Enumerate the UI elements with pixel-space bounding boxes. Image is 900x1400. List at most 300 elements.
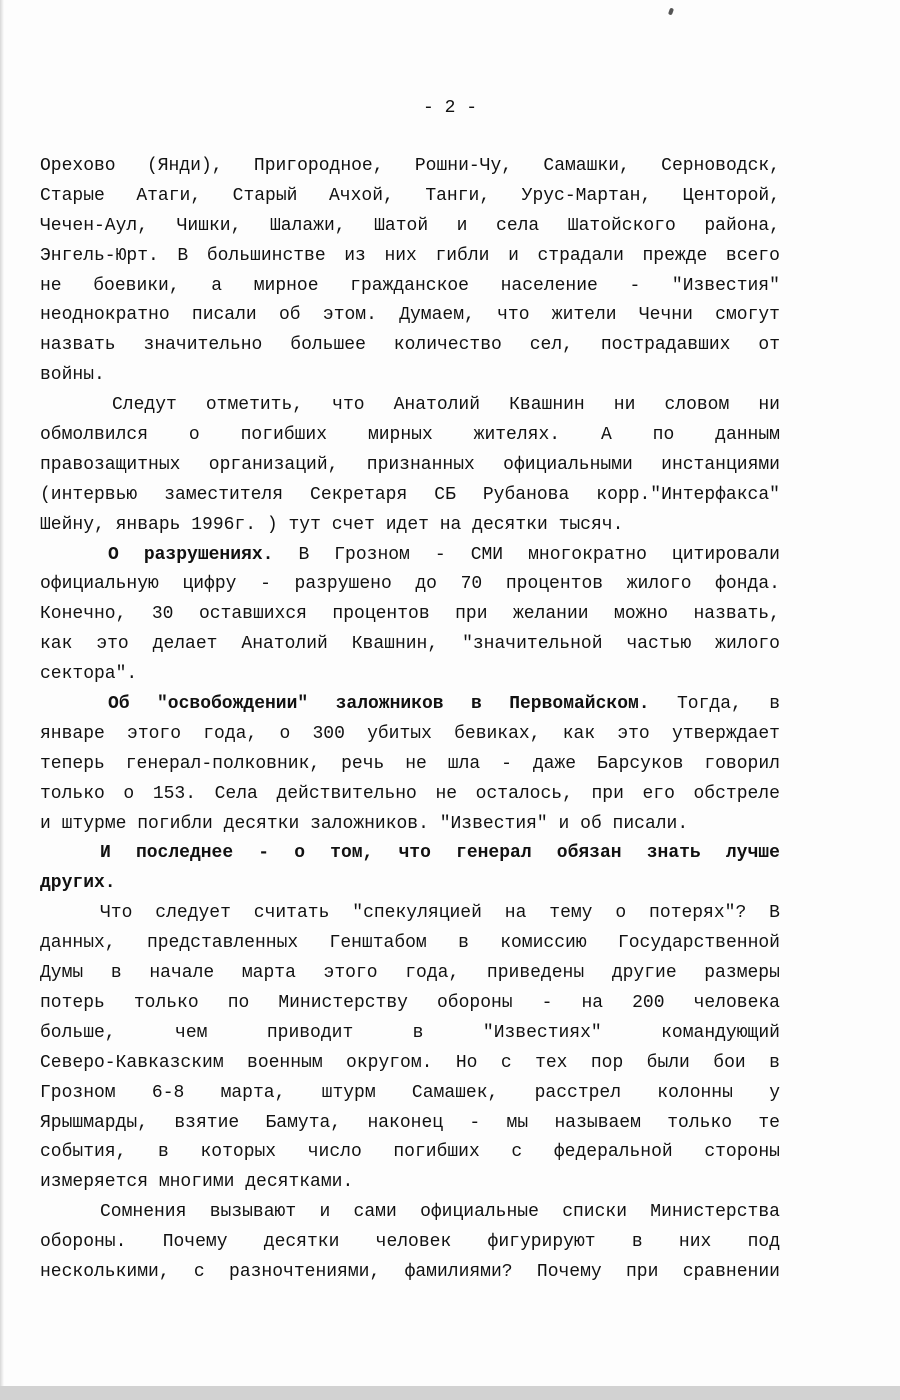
word: оставшихся xyxy=(198,604,307,625)
word: жителях. xyxy=(473,425,561,446)
word: Что xyxy=(100,903,133,924)
word: Серноводск, xyxy=(661,156,780,176)
word: фигурируют xyxy=(487,1232,596,1253)
word: правозащитных xyxy=(40,454,181,475)
word: - xyxy=(629,275,641,296)
word: на xyxy=(504,903,527,924)
word: по xyxy=(227,992,250,1013)
word: 200 xyxy=(632,992,665,1013)
word: Грозном xyxy=(40,1082,116,1103)
word: погибших xyxy=(240,425,328,446)
word: от xyxy=(758,335,780,356)
word: - xyxy=(469,1112,481,1133)
word: человека xyxy=(693,992,780,1013)
word: в xyxy=(471,694,482,715)
scan-left-shadow xyxy=(0,0,4,1400)
word: не xyxy=(405,753,427,774)
word: о xyxy=(294,843,306,864)
word: цифру xyxy=(182,574,237,595)
word: И xyxy=(100,843,111,864)
word: погибших xyxy=(393,1142,480,1163)
word: его xyxy=(642,783,675,804)
word: об xyxy=(279,305,301,326)
word: Шатойского xyxy=(567,215,676,236)
text-line xyxy=(40,421,780,451)
word: большее xyxy=(290,335,366,356)
word: как xyxy=(562,723,596,744)
word: как xyxy=(40,634,73,655)
word: Центорой, xyxy=(682,185,780,206)
word: села xyxy=(496,215,540,236)
word: данных, xyxy=(40,933,116,954)
word: Энгель-Юрт. xyxy=(40,245,159,266)
document-body xyxy=(40,152,780,1288)
text-line xyxy=(40,1019,780,1049)
word: Думы xyxy=(40,963,84,984)
word: Сомнения xyxy=(100,1202,187,1223)
word: командующий xyxy=(661,1022,780,1043)
word: прежде xyxy=(642,245,708,266)
word: гибли xyxy=(435,245,490,266)
text-line xyxy=(40,152,780,182)
word: 30 xyxy=(151,604,174,625)
word: Ачхой, xyxy=(328,185,394,206)
word: этом. xyxy=(322,305,377,326)
word: Анатолий xyxy=(241,634,328,655)
word: число xyxy=(307,1142,362,1163)
word: разрушено xyxy=(294,574,392,595)
word: обороны xyxy=(436,992,513,1013)
word: признанных xyxy=(366,454,475,475)
word: потерь xyxy=(40,992,105,1013)
word: представленных xyxy=(146,933,299,954)
word: писали xyxy=(191,305,257,326)
word: - xyxy=(501,753,512,774)
word: федеральной xyxy=(553,1142,673,1163)
word: Конечно, xyxy=(40,604,127,625)
word: Об xyxy=(108,694,130,715)
word: цитировали xyxy=(671,544,780,565)
word: официальными xyxy=(503,454,633,475)
word: войны. xyxy=(40,365,105,386)
text-line xyxy=(40,1138,780,1168)
word: были xyxy=(646,1052,690,1073)
word: и xyxy=(558,813,581,834)
word: только xyxy=(40,783,105,804)
word: это xyxy=(617,723,650,744)
word: только xyxy=(667,1112,733,1133)
word: и xyxy=(456,215,468,236)
word: в xyxy=(631,1232,643,1253)
text-line xyxy=(40,959,780,989)
word: Самашки, xyxy=(543,156,630,176)
word: 6-8 xyxy=(151,1082,185,1103)
word: боевики, xyxy=(93,275,180,296)
word: потерях"? xyxy=(649,903,747,924)
word: этого xyxy=(127,723,182,744)
word: СБ xyxy=(434,484,456,505)
word: района, xyxy=(704,215,780,236)
word: с xyxy=(193,1261,205,1282)
word: январе xyxy=(40,723,105,744)
word: заместителя xyxy=(164,484,284,505)
text-line xyxy=(40,451,780,481)
word: и xyxy=(508,245,519,266)
word: идет xyxy=(385,514,440,535)
text-line xyxy=(40,929,780,959)
word: и xyxy=(40,813,62,834)
word: знать xyxy=(646,843,701,864)
text-line xyxy=(40,600,780,630)
word: население xyxy=(500,275,598,296)
word: ни xyxy=(613,395,636,416)
scan-bottom-edge xyxy=(0,1386,900,1400)
word: данным xyxy=(715,425,780,446)
word: десятки xyxy=(263,1232,340,1253)
word: других. xyxy=(40,873,116,894)
word: отметить, xyxy=(205,395,304,416)
word: а xyxy=(211,275,223,296)
word: смогут xyxy=(715,305,780,326)
word: тему xyxy=(549,903,593,924)
text-line xyxy=(40,331,780,361)
word: В xyxy=(769,903,780,924)
word: А xyxy=(600,425,612,446)
word: размеры xyxy=(704,963,780,984)
word: мирное xyxy=(253,275,319,296)
word: Танги, xyxy=(425,185,491,206)
word: всего xyxy=(725,245,780,266)
word: сравнении xyxy=(682,1261,780,1282)
word: назвать, xyxy=(693,604,780,625)
word: страдали xyxy=(537,245,624,266)
word: Почему xyxy=(162,1232,228,1253)
word: погибли xyxy=(137,813,224,834)
word: сектора". xyxy=(40,664,138,685)
word: Первомайском. xyxy=(509,694,650,715)
text-line xyxy=(40,242,780,272)
text-line xyxy=(40,541,780,571)
word: утверждает xyxy=(671,723,780,744)
word: Почему xyxy=(536,1261,602,1282)
text-line xyxy=(40,989,780,1019)
word: процентов xyxy=(332,604,430,625)
word: - xyxy=(541,992,553,1013)
word: "Известия" xyxy=(671,275,780,296)
word: на xyxy=(439,514,473,535)
word: (Янди), xyxy=(146,156,223,176)
word: "освобождении" xyxy=(156,694,309,715)
word: в xyxy=(158,1142,169,1163)
word: округом. xyxy=(346,1052,433,1073)
word: наконец xyxy=(367,1112,444,1133)
word: В xyxy=(177,245,189,266)
word: при xyxy=(626,1261,659,1282)
word: Шатой xyxy=(374,215,429,236)
text-line xyxy=(40,391,780,421)
word: них xyxy=(384,245,417,266)
word: военным xyxy=(247,1052,323,1073)
word: фонда. xyxy=(715,574,780,595)
word: в xyxy=(769,694,780,715)
word: обстреле xyxy=(693,783,780,804)
word: мирных xyxy=(367,425,433,446)
word: (интервью xyxy=(40,484,138,505)
word: штурм xyxy=(321,1082,376,1103)
word: корр."Интерфакса" xyxy=(596,484,780,505)
scan-speck xyxy=(668,8,674,16)
text-line xyxy=(40,630,780,660)
word: Чечен-Аул, xyxy=(40,215,149,236)
text-line xyxy=(40,690,780,720)
word: Следут xyxy=(112,395,177,416)
word: штурме xyxy=(61,813,138,834)
word: не xyxy=(435,783,458,804)
word: 153. xyxy=(152,783,197,804)
word: многими xyxy=(158,1172,246,1193)
word: взятие xyxy=(174,1112,240,1133)
word: действительно xyxy=(276,783,417,804)
word: марта, xyxy=(220,1082,286,1103)
text-line xyxy=(40,1198,780,1228)
word: теперь xyxy=(40,753,105,774)
word: у xyxy=(769,1082,780,1103)
word: в xyxy=(412,1022,424,1043)
word: делает xyxy=(152,634,218,655)
word: количество xyxy=(393,335,502,356)
word: словом xyxy=(664,395,730,416)
word: Государственной xyxy=(617,933,780,954)
word: до xyxy=(415,574,437,595)
word: приводит xyxy=(266,1022,354,1043)
text-line xyxy=(40,272,780,302)
word: значительно xyxy=(143,335,263,356)
word: официальные xyxy=(420,1202,539,1223)
word: счет xyxy=(331,514,386,535)
word: О xyxy=(108,544,119,565)
word: Квашнин xyxy=(509,395,585,416)
word: "Известиях" xyxy=(482,1022,602,1043)
word: считать xyxy=(253,903,330,924)
word: процентов xyxy=(505,574,604,595)
word: речь xyxy=(341,753,385,774)
word: чем xyxy=(175,1022,208,1043)
word: неоднократно xyxy=(40,305,170,326)
word: что xyxy=(398,843,431,864)
word: только xyxy=(133,992,199,1013)
word: сел, xyxy=(529,335,573,356)
word: на xyxy=(581,992,604,1013)
text-line xyxy=(40,750,780,780)
word: "значительной xyxy=(462,634,603,655)
word: жилого xyxy=(715,634,780,655)
word: следует xyxy=(155,903,231,924)
text-line xyxy=(40,810,780,840)
word: с xyxy=(500,1052,512,1073)
word: многократно xyxy=(528,544,647,565)
word: с xyxy=(511,1142,523,1163)
word: можно xyxy=(614,604,669,625)
word: большинстве xyxy=(206,245,326,266)
word: даже xyxy=(532,753,577,774)
word: бои xyxy=(713,1052,746,1073)
word: в xyxy=(110,963,122,984)
word: январь xyxy=(115,514,192,535)
word: лучше xyxy=(725,843,780,864)
word: стороны xyxy=(704,1142,780,1163)
word: года, xyxy=(405,963,460,984)
word: ни xyxy=(758,395,780,416)
word: мы xyxy=(506,1112,529,1133)
word: "спекуляцией xyxy=(352,903,482,924)
word: шла xyxy=(447,753,481,774)
word: Урус-Мартан, xyxy=(521,185,652,206)
word: называем xyxy=(554,1112,641,1133)
word: под xyxy=(747,1232,780,1253)
word: обязан xyxy=(556,843,622,864)
word: Но xyxy=(455,1052,478,1073)
word: генерал xyxy=(456,843,532,864)
word: десятки xyxy=(472,514,559,535)
word: десятками. xyxy=(245,1172,354,1193)
word: которых xyxy=(200,1142,277,1163)
text-line xyxy=(40,212,780,242)
word: Барсуков xyxy=(596,753,684,774)
word: при xyxy=(455,604,488,625)
word: этого xyxy=(323,963,378,984)
word: официальную xyxy=(40,574,159,595)
word: не xyxy=(40,275,62,296)
word: 1996г. xyxy=(191,514,267,535)
word: 70 xyxy=(460,574,483,595)
page-number: - 2 - xyxy=(422,98,477,118)
text-line xyxy=(40,839,780,869)
word: - xyxy=(260,574,271,595)
word: жилого xyxy=(626,574,692,595)
word: Министерства xyxy=(650,1202,780,1223)
word: о xyxy=(123,783,135,804)
word: Шалажи, xyxy=(269,215,346,236)
word: пор xyxy=(590,1052,624,1073)
word: человек xyxy=(375,1232,452,1253)
word: говорил xyxy=(704,753,780,774)
text-line xyxy=(40,660,780,690)
word: вызывают xyxy=(209,1202,297,1223)
word: генерал-полковник, xyxy=(125,753,321,774)
word: сами xyxy=(353,1202,397,1223)
word: - xyxy=(434,544,446,565)
word: Самашек, xyxy=(411,1082,499,1103)
word: Шейну, xyxy=(40,514,116,535)
word: Генштабом xyxy=(329,933,427,954)
word: те xyxy=(758,1112,780,1133)
word: В xyxy=(298,544,310,565)
word: 300 xyxy=(312,723,345,744)
word: инстанциями xyxy=(661,454,780,475)
word: это xyxy=(96,634,129,655)
word: том, xyxy=(330,843,374,864)
text-line xyxy=(40,899,780,929)
word: организаций, xyxy=(208,454,339,475)
word: - xyxy=(258,843,270,864)
word: что xyxy=(332,395,365,416)
word: СМИ xyxy=(470,544,504,565)
text-line xyxy=(40,1049,780,1079)
word: заложников xyxy=(335,694,444,715)
word: Рошни-Чу, xyxy=(414,156,513,176)
text-line xyxy=(40,780,780,810)
word: события, xyxy=(40,1142,127,1163)
word: о xyxy=(615,903,627,924)
word: о xyxy=(279,723,291,744)
word: и xyxy=(319,1202,331,1223)
word: Министерству xyxy=(278,992,408,1013)
word: списки xyxy=(562,1202,627,1223)
text-line xyxy=(40,570,780,600)
word: ) xyxy=(266,514,289,535)
word: разрушениях. xyxy=(143,544,274,565)
word: последнее xyxy=(135,843,234,864)
word: приведены xyxy=(486,963,585,984)
word: Анатолий xyxy=(393,395,481,416)
text-line xyxy=(40,869,780,899)
word: бевиках, xyxy=(454,723,541,744)
text-line xyxy=(40,301,780,331)
word: Села xyxy=(214,783,258,804)
word: Рубанова xyxy=(482,484,570,505)
word: комиссию xyxy=(500,933,587,954)
text-line xyxy=(40,1079,780,1109)
word: что xyxy=(497,305,530,326)
word: гражданское xyxy=(350,275,469,296)
word: Северо-Кавказским xyxy=(40,1052,224,1073)
word: Чишки, xyxy=(176,215,242,236)
word: Старый xyxy=(232,185,298,206)
text-line xyxy=(40,481,780,511)
text-line xyxy=(40,1258,780,1288)
word: при xyxy=(591,783,624,804)
text-line xyxy=(40,1228,780,1258)
word: другие xyxy=(611,963,677,984)
word: Пригородное, xyxy=(253,156,384,176)
word: осталось, xyxy=(475,783,573,804)
word: колонны xyxy=(657,1082,733,1103)
word: Ярышмарды, xyxy=(40,1112,149,1133)
word: Тогда, xyxy=(677,694,742,715)
word: Орехово xyxy=(40,156,116,176)
word: об xyxy=(580,813,613,834)
word: Грозном xyxy=(334,544,410,565)
word: обороны. xyxy=(40,1232,127,1253)
word: "Известия" xyxy=(439,813,559,834)
word: Бамута, xyxy=(265,1112,342,1133)
word: заложников. xyxy=(310,813,440,834)
word: Чечни xyxy=(638,305,693,326)
word: обмолвился xyxy=(40,425,149,446)
word: убитых xyxy=(367,723,432,744)
word: в xyxy=(769,1052,780,1073)
word: десятки xyxy=(223,813,311,834)
word: Старые xyxy=(40,185,105,206)
word: тех xyxy=(535,1052,568,1073)
word: марта xyxy=(241,963,296,984)
word: из xyxy=(344,245,366,266)
word: расстрел xyxy=(534,1082,622,1103)
word: разночтениями, xyxy=(229,1261,381,1282)
word: о xyxy=(188,425,200,446)
text-line xyxy=(40,1168,780,1198)
word: Квашнин, xyxy=(351,634,439,655)
